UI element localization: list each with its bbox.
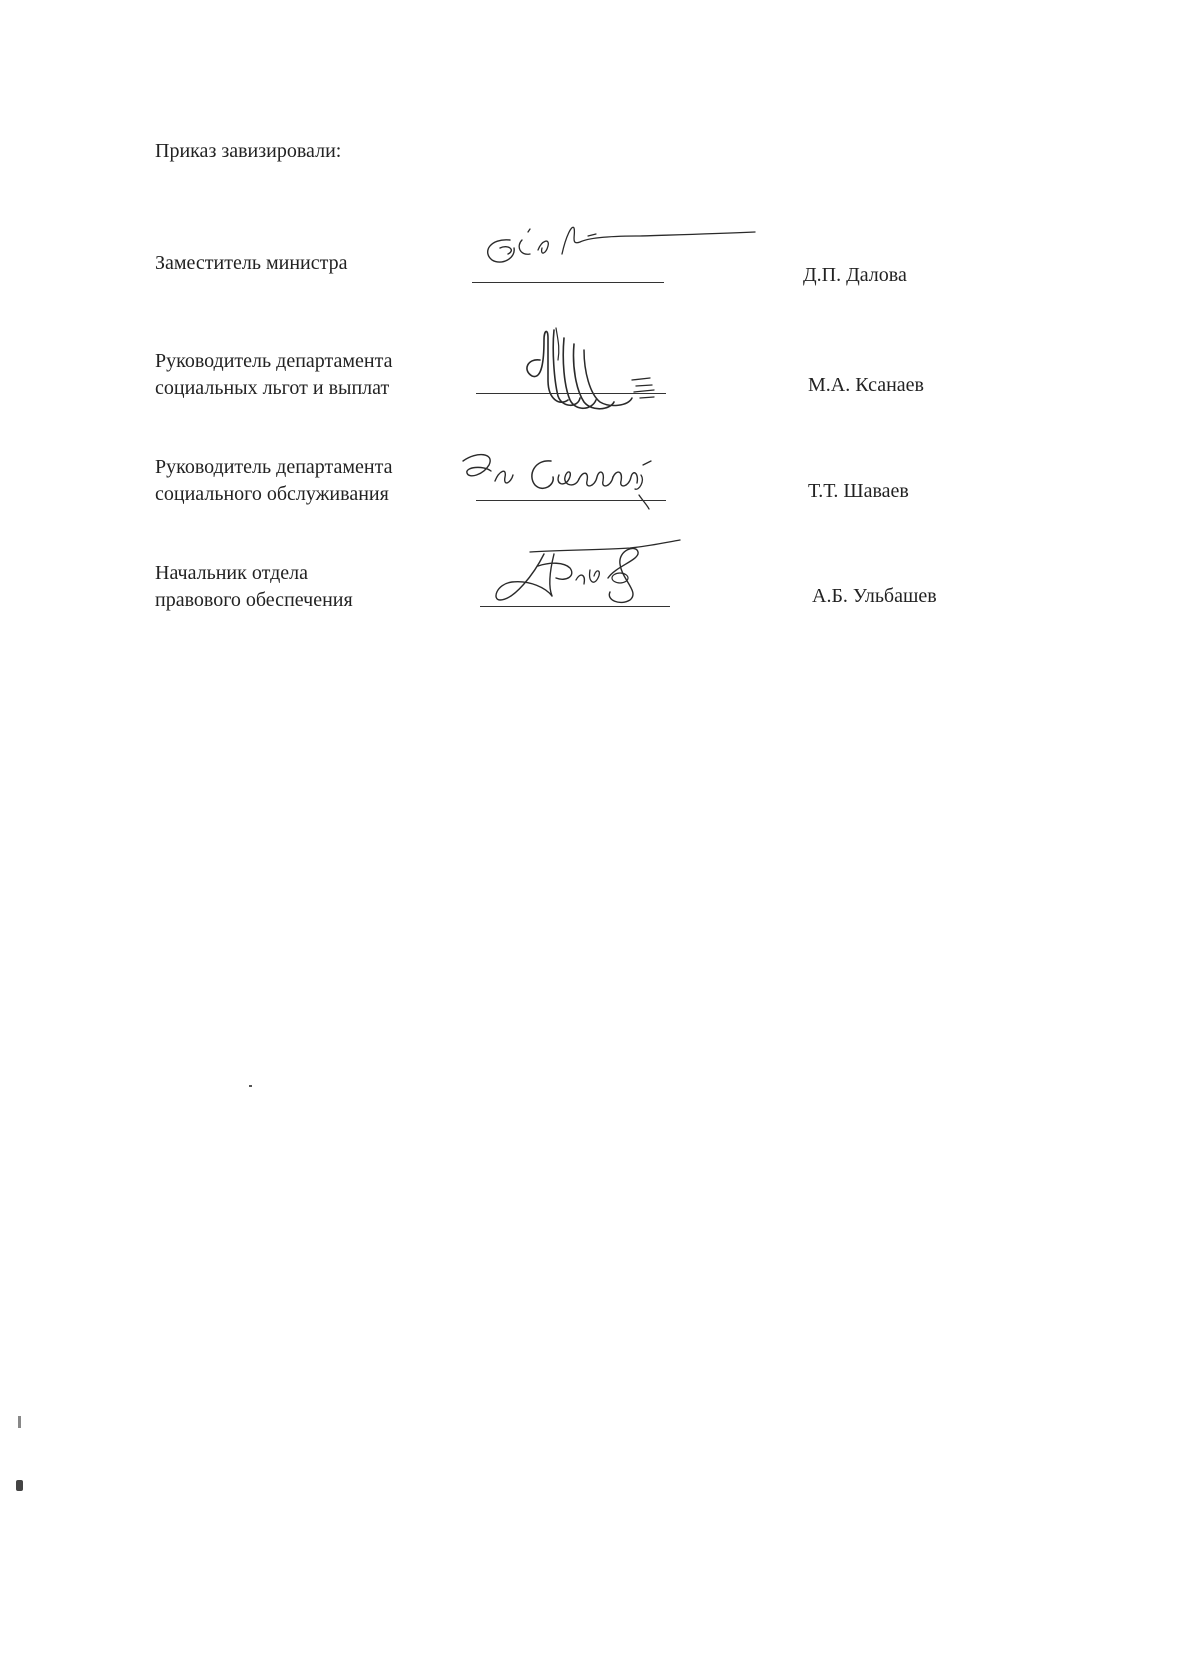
position-line: Руководитель департамента	[155, 456, 393, 478]
signature-image	[500, 320, 690, 415]
position-title	[155, 250, 347, 277]
signature-line	[480, 606, 670, 607]
signer-name: Т.Т. Шаваев	[808, 480, 909, 502]
position-title	[155, 348, 392, 402]
signer-name: Д.П. Далова	[803, 264, 907, 286]
position-line: Заместитель министра	[155, 252, 348, 274]
approvals-heading: Приказ завизировали:	[155, 140, 342, 162]
position-title	[155, 560, 353, 614]
signature-line	[476, 500, 666, 501]
scan-speck	[249, 1085, 252, 1087]
signature-image	[470, 210, 760, 280]
signature-image	[490, 530, 690, 610]
scan-speck	[18, 1416, 21, 1428]
signer-name: М.А. Ксанаев	[808, 374, 924, 396]
position-line: социальных льгот и выплат	[155, 377, 390, 399]
position-line: социального обслуживания	[155, 483, 389, 505]
position-line: Руководитель департамента	[155, 350, 393, 372]
position-title	[155, 454, 392, 508]
signer-name: А.Б. Ульбашев	[812, 585, 937, 607]
signature-image	[455, 445, 685, 515]
signature-line	[476, 393, 666, 394]
scan-speck	[16, 1480, 23, 1491]
position-line: Начальник отдела	[155, 562, 308, 584]
signature-line	[472, 282, 664, 283]
position-line: правового обеспечения	[155, 589, 353, 611]
